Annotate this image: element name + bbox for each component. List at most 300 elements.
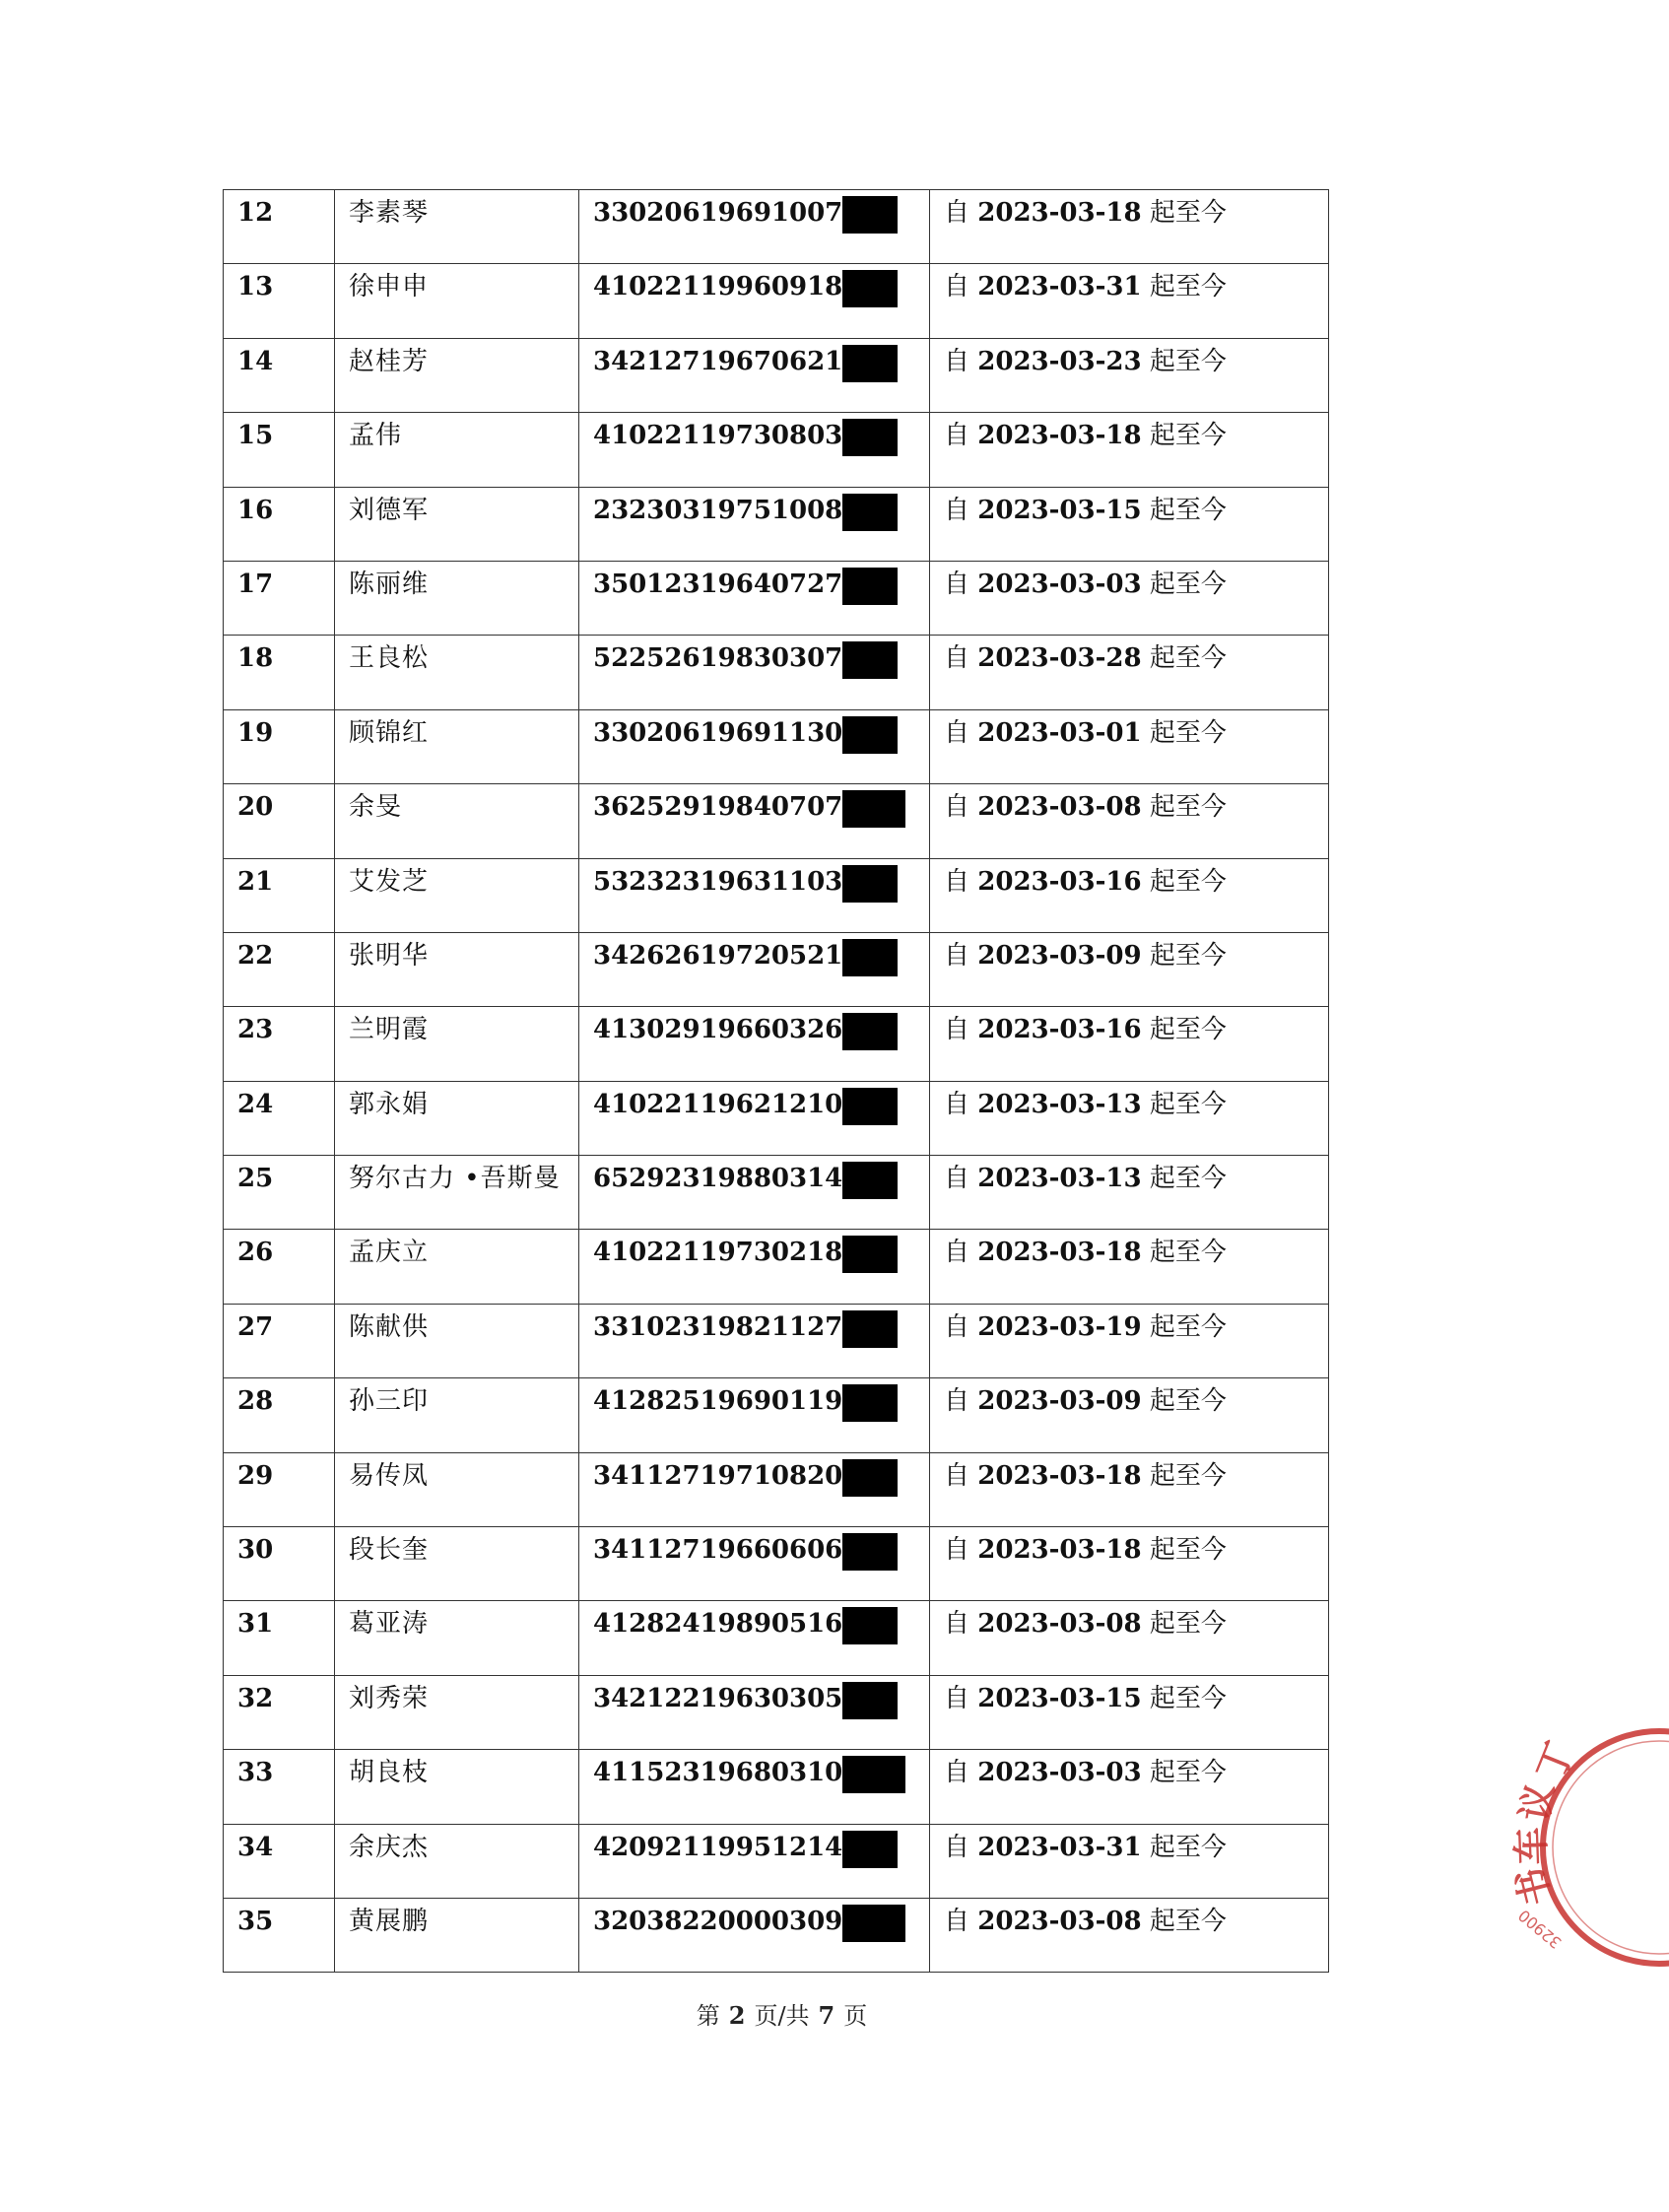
date-prefix: 自 xyxy=(944,1015,978,1045)
id-number-visible: 34212719670621 xyxy=(593,346,843,376)
seal-char-4: 书 xyxy=(1507,1862,1560,1910)
row-number: 14 xyxy=(237,346,274,376)
date-cell xyxy=(930,858,1329,932)
id-number-visible: 42092119951214 xyxy=(593,1832,843,1862)
row-number-cell xyxy=(224,1378,335,1452)
roster-table xyxy=(223,189,1329,1973)
person-name: 余旻 xyxy=(349,792,403,823)
date-cell xyxy=(930,1378,1329,1452)
row-number: 26 xyxy=(237,1238,274,1268)
person-name: 赵桂芳 xyxy=(349,346,430,376)
id-number-visible: 34262619720521 xyxy=(593,940,843,971)
date-suffix: 起至今 xyxy=(1141,866,1227,897)
name-cell xyxy=(335,784,579,858)
date-prefix: 自 xyxy=(944,1238,978,1268)
date-suffix: 起至今 xyxy=(1141,272,1227,302)
row-number-cell xyxy=(224,784,335,858)
roster-table-body xyxy=(224,190,1329,1973)
date-cell xyxy=(930,784,1329,858)
row-number-cell xyxy=(224,1898,335,1972)
id-cell xyxy=(579,1750,930,1824)
id-number-visible: 32038220000309 xyxy=(593,1906,843,1936)
id-cell xyxy=(579,784,930,858)
person-name: 余庆杰 xyxy=(349,1832,430,1862)
table-row xyxy=(224,636,1329,709)
start-date: 2023-03-18 xyxy=(977,1238,1142,1268)
id-number-visible: 33102319821127 xyxy=(593,1311,843,1342)
date-suffix: 起至今 xyxy=(1141,495,1227,525)
person-name: 王良松 xyxy=(349,643,430,674)
redaction-block xyxy=(842,1756,905,1793)
id-number-visible: 65292319880314 xyxy=(593,1164,843,1194)
start-date: 2023-03-01 xyxy=(977,717,1142,748)
name-cell xyxy=(335,1601,579,1675)
current-page-number: 2 xyxy=(728,2001,746,2030)
redaction-block xyxy=(842,1013,898,1050)
id-number-visible: 41022119960918 xyxy=(593,272,843,302)
row-number: 12 xyxy=(237,198,274,228)
person-name: 孙三印 xyxy=(349,1386,430,1417)
date-prefix: 自 xyxy=(944,1832,978,1862)
redaction-block xyxy=(842,939,898,976)
row-number: 15 xyxy=(237,421,274,451)
table-row xyxy=(224,784,1329,858)
table-row xyxy=(224,1898,1329,1972)
id-cell xyxy=(579,709,930,783)
start-date: 2023-03-16 xyxy=(977,866,1142,897)
redaction-block xyxy=(842,494,898,531)
date-prefix: 自 xyxy=(944,1311,978,1342)
row-number-cell xyxy=(224,1304,335,1377)
redaction-block xyxy=(842,1905,905,1942)
redaction-block xyxy=(842,1236,898,1273)
date-suffix: 起至今 xyxy=(1141,1164,1227,1194)
redaction-block xyxy=(842,568,898,605)
redaction-block xyxy=(842,345,898,382)
row-number-cell xyxy=(224,932,335,1006)
total-page-count: 7 xyxy=(818,2001,835,2030)
person-name: 徐申申 xyxy=(349,272,430,302)
start-date: 2023-03-08 xyxy=(977,792,1142,823)
date-cell xyxy=(930,1527,1329,1601)
date-cell xyxy=(930,1081,1329,1155)
row-number: 31 xyxy=(237,1609,274,1640)
row-number-cell xyxy=(224,1675,335,1749)
start-date: 2023-03-16 xyxy=(977,1015,1142,1045)
table-row xyxy=(224,413,1329,487)
id-cell xyxy=(579,1230,930,1304)
row-number-cell xyxy=(224,636,335,709)
row-number: 30 xyxy=(237,1535,274,1566)
date-suffix: 起至今 xyxy=(1141,1089,1227,1119)
row-number-cell xyxy=(224,1007,335,1081)
redaction-block xyxy=(842,419,898,456)
date-prefix: 自 xyxy=(944,346,978,376)
row-number: 22 xyxy=(237,940,274,971)
date-cell xyxy=(930,636,1329,709)
date-suffix: 起至今 xyxy=(1141,1535,1227,1566)
row-number-cell xyxy=(224,1601,335,1675)
id-number-visible: 34212219630305 xyxy=(593,1683,843,1713)
page-footer xyxy=(0,1996,1564,2031)
id-number-visible: 35012319640727 xyxy=(593,569,843,599)
name-cell xyxy=(335,1675,579,1749)
start-date: 2023-03-15 xyxy=(977,1683,1142,1713)
id-cell xyxy=(579,1081,930,1155)
date-prefix: 自 xyxy=(944,421,978,451)
date-prefix: 自 xyxy=(944,1906,978,1936)
person-name: 张明华 xyxy=(349,940,430,971)
start-date: 2023-03-18 xyxy=(977,1535,1142,1566)
start-date: 2023-03-13 xyxy=(977,1164,1142,1194)
start-date: 2023-03-31 xyxy=(977,272,1142,302)
person-name: 郭永娟 xyxy=(349,1089,430,1119)
row-number: 29 xyxy=(237,1460,274,1491)
table-row xyxy=(224,1527,1329,1601)
id-cell xyxy=(579,1527,930,1601)
date-cell xyxy=(930,190,1329,264)
table-row xyxy=(224,1601,1329,1675)
row-number-cell xyxy=(224,190,335,264)
name-cell xyxy=(335,1824,579,1898)
table-row xyxy=(224,932,1329,1006)
start-date: 2023-03-03 xyxy=(977,569,1142,599)
table-row xyxy=(224,487,1329,561)
row-number-cell xyxy=(224,413,335,487)
date-suffix: 起至今 xyxy=(1141,421,1227,451)
person-name: 顾锦红 xyxy=(349,717,430,748)
row-number: 32 xyxy=(237,1683,274,1713)
name-cell xyxy=(335,932,579,1006)
name-cell xyxy=(335,1007,579,1081)
id-cell xyxy=(579,1304,930,1377)
person-name: 段长奎 xyxy=(349,1535,430,1566)
date-suffix: 起至今 xyxy=(1141,1460,1227,1491)
person-name: 刘德军 xyxy=(349,495,430,525)
row-number: 34 xyxy=(237,1832,274,1862)
name-cell xyxy=(335,190,579,264)
redaction-block xyxy=(842,196,898,234)
start-date: 2023-03-03 xyxy=(977,1758,1142,1788)
row-number: 19 xyxy=(237,717,274,748)
person-name: 黄展鹏 xyxy=(349,1906,430,1936)
date-suffix: 起至今 xyxy=(1141,940,1227,971)
person-name: 孟伟 xyxy=(349,421,403,451)
person-name: 刘秀荣 xyxy=(349,1683,430,1713)
table-row xyxy=(224,338,1329,412)
row-number-cell xyxy=(224,1527,335,1601)
id-cell xyxy=(579,338,930,412)
start-date: 2023-03-15 xyxy=(977,495,1142,525)
name-cell xyxy=(335,338,579,412)
id-cell xyxy=(579,1601,930,1675)
name-cell xyxy=(335,264,579,338)
date-cell xyxy=(930,413,1329,487)
redaction-block xyxy=(842,1607,898,1644)
date-cell xyxy=(930,1675,1329,1749)
table-row xyxy=(224,1750,1329,1824)
table-row xyxy=(224,858,1329,932)
date-prefix: 自 xyxy=(944,198,978,228)
date-prefix: 自 xyxy=(944,1089,978,1119)
id-cell xyxy=(579,1824,930,1898)
date-prefix: 自 xyxy=(944,717,978,748)
date-cell xyxy=(930,561,1329,635)
person-name: 努尔古力 •吾斯曼 xyxy=(349,1164,561,1194)
table-row xyxy=(224,264,1329,338)
row-number: 17 xyxy=(237,569,274,599)
person-name: 葛亚涛 xyxy=(349,1609,430,1640)
name-cell xyxy=(335,1527,579,1601)
redaction-block xyxy=(842,716,898,754)
row-number-cell xyxy=(224,1156,335,1230)
person-name: 陈丽维 xyxy=(349,569,430,599)
seal-number-text: 32900 xyxy=(1514,1906,1566,1953)
start-date: 2023-03-08 xyxy=(977,1609,1142,1640)
start-date: 2023-03-18 xyxy=(977,198,1142,228)
name-cell xyxy=(335,1230,579,1304)
name-cell xyxy=(335,1304,579,1377)
date-suffix: 起至今 xyxy=(1141,1832,1227,1862)
redaction-block xyxy=(842,865,898,903)
row-number-cell xyxy=(224,487,335,561)
date-prefix: 自 xyxy=(944,866,978,897)
date-cell xyxy=(930,1750,1329,1824)
seal-char-3: 车 xyxy=(1508,1826,1554,1866)
id-cell xyxy=(579,413,930,487)
row-number: 24 xyxy=(237,1089,274,1119)
table-row xyxy=(224,1007,1329,1081)
id-cell xyxy=(579,190,930,264)
date-cell xyxy=(930,1007,1329,1081)
redaction-block xyxy=(842,270,898,307)
row-number: 20 xyxy=(237,792,274,823)
row-number: 13 xyxy=(237,272,274,302)
name-cell xyxy=(335,1081,579,1155)
row-number: 28 xyxy=(237,1386,274,1417)
table-row xyxy=(224,1675,1329,1749)
name-cell xyxy=(335,413,579,487)
date-prefix: 自 xyxy=(944,1609,978,1640)
redaction-block xyxy=(842,641,898,679)
date-prefix: 自 xyxy=(944,792,978,823)
id-number-visible: 34112719660606 xyxy=(593,1535,843,1566)
id-number-visible: 41302919660326 xyxy=(593,1015,843,1045)
date-prefix: 自 xyxy=(944,1758,978,1788)
id-cell xyxy=(579,1007,930,1081)
date-suffix: 起至今 xyxy=(1141,1683,1227,1713)
date-cell xyxy=(930,264,1329,338)
id-number-visible: 41022119730803 xyxy=(593,421,843,451)
redaction-block xyxy=(842,1384,898,1422)
footer-prefix: 第 xyxy=(696,2002,720,2030)
date-suffix: 起至今 xyxy=(1141,569,1227,599)
redaction-block xyxy=(842,1162,898,1199)
row-number: 35 xyxy=(237,1906,274,1936)
name-cell xyxy=(335,1898,579,1972)
redaction-block xyxy=(842,1310,898,1348)
row-number-cell xyxy=(224,338,335,412)
name-cell xyxy=(335,1378,579,1452)
person-name: 胡良枝 xyxy=(349,1758,430,1788)
id-cell xyxy=(579,636,930,709)
id-number-visible: 23230319751008 xyxy=(593,495,843,525)
date-suffix: 起至今 xyxy=(1141,198,1227,228)
id-cell xyxy=(579,932,930,1006)
id-cell xyxy=(579,264,930,338)
name-cell xyxy=(335,1750,579,1824)
date-prefix: 自 xyxy=(944,940,978,971)
date-prefix: 自 xyxy=(944,1460,978,1491)
id-number-visible: 41282519690119 xyxy=(593,1386,843,1417)
date-prefix: 自 xyxy=(944,1535,978,1566)
date-cell xyxy=(930,1824,1329,1898)
footer-suffix: 页 xyxy=(843,2002,868,2030)
id-number-visible: 41152319680310 xyxy=(593,1758,843,1788)
start-date: 2023-03-09 xyxy=(977,940,1142,971)
table-row xyxy=(224,190,1329,264)
table-row xyxy=(224,1156,1329,1230)
redaction-block xyxy=(842,1831,898,1868)
date-cell xyxy=(930,1601,1329,1675)
row-number-cell xyxy=(224,264,335,338)
id-cell xyxy=(579,561,930,635)
start-date: 2023-03-28 xyxy=(977,643,1142,674)
id-number-visible: 41282419890516 xyxy=(593,1609,843,1640)
name-cell xyxy=(335,1156,579,1230)
table-row xyxy=(224,1378,1329,1452)
id-cell xyxy=(579,1452,930,1526)
date-cell xyxy=(930,1156,1329,1230)
id-number-visible: 33020619691007 xyxy=(593,198,843,228)
id-number-visible: 53232319631103 xyxy=(593,866,843,897)
row-number-cell xyxy=(224,709,335,783)
row-number: 21 xyxy=(237,866,274,897)
date-cell xyxy=(930,932,1329,1006)
start-date: 2023-03-31 xyxy=(977,1832,1142,1862)
start-date: 2023-03-13 xyxy=(977,1089,1142,1119)
id-number-visible: 33020619691130 xyxy=(593,717,843,748)
redaction-block xyxy=(842,790,905,828)
table-row xyxy=(224,1230,1329,1304)
seal-char-2: 议 xyxy=(1512,1779,1563,1825)
name-cell xyxy=(335,636,579,709)
id-cell xyxy=(579,1898,930,1972)
redaction-block xyxy=(842,1533,898,1571)
official-seal-stamp xyxy=(1507,1714,1669,2030)
row-number: 27 xyxy=(237,1311,274,1342)
name-cell xyxy=(335,709,579,783)
row-number-cell xyxy=(224,561,335,635)
table-row xyxy=(224,1304,1329,1377)
date-suffix: 起至今 xyxy=(1141,1906,1227,1936)
date-cell xyxy=(930,709,1329,783)
date-suffix: 起至今 xyxy=(1141,792,1227,823)
person-name: 陈献供 xyxy=(349,1311,430,1342)
date-cell xyxy=(930,338,1329,412)
start-date: 2023-03-08 xyxy=(977,1906,1142,1936)
id-number-visible: 52252619830307 xyxy=(593,643,843,674)
date-suffix: 起至今 xyxy=(1141,1758,1227,1788)
date-suffix: 起至今 xyxy=(1141,1311,1227,1342)
seal-char-1: 丁 xyxy=(1528,1735,1583,1787)
date-prefix: 自 xyxy=(944,495,978,525)
date-cell xyxy=(930,487,1329,561)
date-cell xyxy=(930,1898,1329,1972)
start-date: 2023-03-18 xyxy=(977,1460,1142,1491)
row-number: 16 xyxy=(237,495,274,525)
id-number-visible: 34112719710820 xyxy=(593,1460,843,1491)
table-row xyxy=(224,561,1329,635)
date-prefix: 自 xyxy=(944,1683,978,1713)
row-number-cell xyxy=(224,1824,335,1898)
date-cell xyxy=(930,1452,1329,1526)
date-suffix: 起至今 xyxy=(1141,1015,1227,1045)
row-number: 18 xyxy=(237,643,274,674)
start-date: 2023-03-18 xyxy=(977,421,1142,451)
date-cell xyxy=(930,1304,1329,1377)
redaction-block xyxy=(842,1088,898,1125)
id-cell xyxy=(579,858,930,932)
id-cell xyxy=(579,1156,930,1230)
row-number: 33 xyxy=(237,1758,274,1788)
row-number-cell xyxy=(224,1081,335,1155)
date-suffix: 起至今 xyxy=(1141,1238,1227,1268)
start-date: 2023-03-23 xyxy=(977,346,1142,376)
name-cell xyxy=(335,487,579,561)
person-name: 兰明霞 xyxy=(349,1015,430,1045)
row-number-cell xyxy=(224,1230,335,1304)
table-row xyxy=(224,1824,1329,1898)
person-name: 艾发芝 xyxy=(349,866,430,897)
id-cell xyxy=(579,1378,930,1452)
date-suffix: 起至今 xyxy=(1141,1609,1227,1640)
id-cell xyxy=(579,1675,930,1749)
footer-middle: 页/共 xyxy=(754,2002,810,2030)
date-prefix: 自 xyxy=(944,1386,978,1417)
start-date: 2023-03-19 xyxy=(977,1311,1142,1342)
person-name: 李素琴 xyxy=(349,198,430,228)
person-name: 易传凤 xyxy=(349,1460,430,1491)
date-prefix: 自 xyxy=(944,272,978,302)
date-prefix: 自 xyxy=(944,1164,978,1194)
name-cell xyxy=(335,1452,579,1526)
id-number-visible: 36252919840707 xyxy=(593,792,843,823)
date-prefix: 自 xyxy=(944,643,978,674)
table-row xyxy=(224,1081,1329,1155)
row-number-cell xyxy=(224,858,335,932)
date-suffix: 起至今 xyxy=(1141,643,1227,674)
id-cell xyxy=(579,487,930,561)
name-cell xyxy=(335,858,579,932)
date-prefix: 自 xyxy=(944,569,978,599)
start-date: 2023-03-09 xyxy=(977,1386,1142,1417)
row-number-cell xyxy=(224,1452,335,1526)
row-number: 23 xyxy=(237,1015,274,1045)
date-suffix: 起至今 xyxy=(1141,1386,1227,1417)
date-suffix: 起至今 xyxy=(1141,346,1227,376)
redaction-block xyxy=(842,1682,898,1719)
id-number-visible: 41022119730218 xyxy=(593,1238,843,1268)
table-row xyxy=(224,1452,1329,1526)
date-cell xyxy=(930,1230,1329,1304)
person-name: 孟庆立 xyxy=(349,1238,430,1268)
date-suffix: 起至今 xyxy=(1141,717,1227,748)
redaction-block xyxy=(842,1459,898,1497)
id-number-visible: 41022119621210 xyxy=(593,1089,843,1119)
name-cell xyxy=(335,561,579,635)
row-number: 25 xyxy=(237,1164,274,1194)
